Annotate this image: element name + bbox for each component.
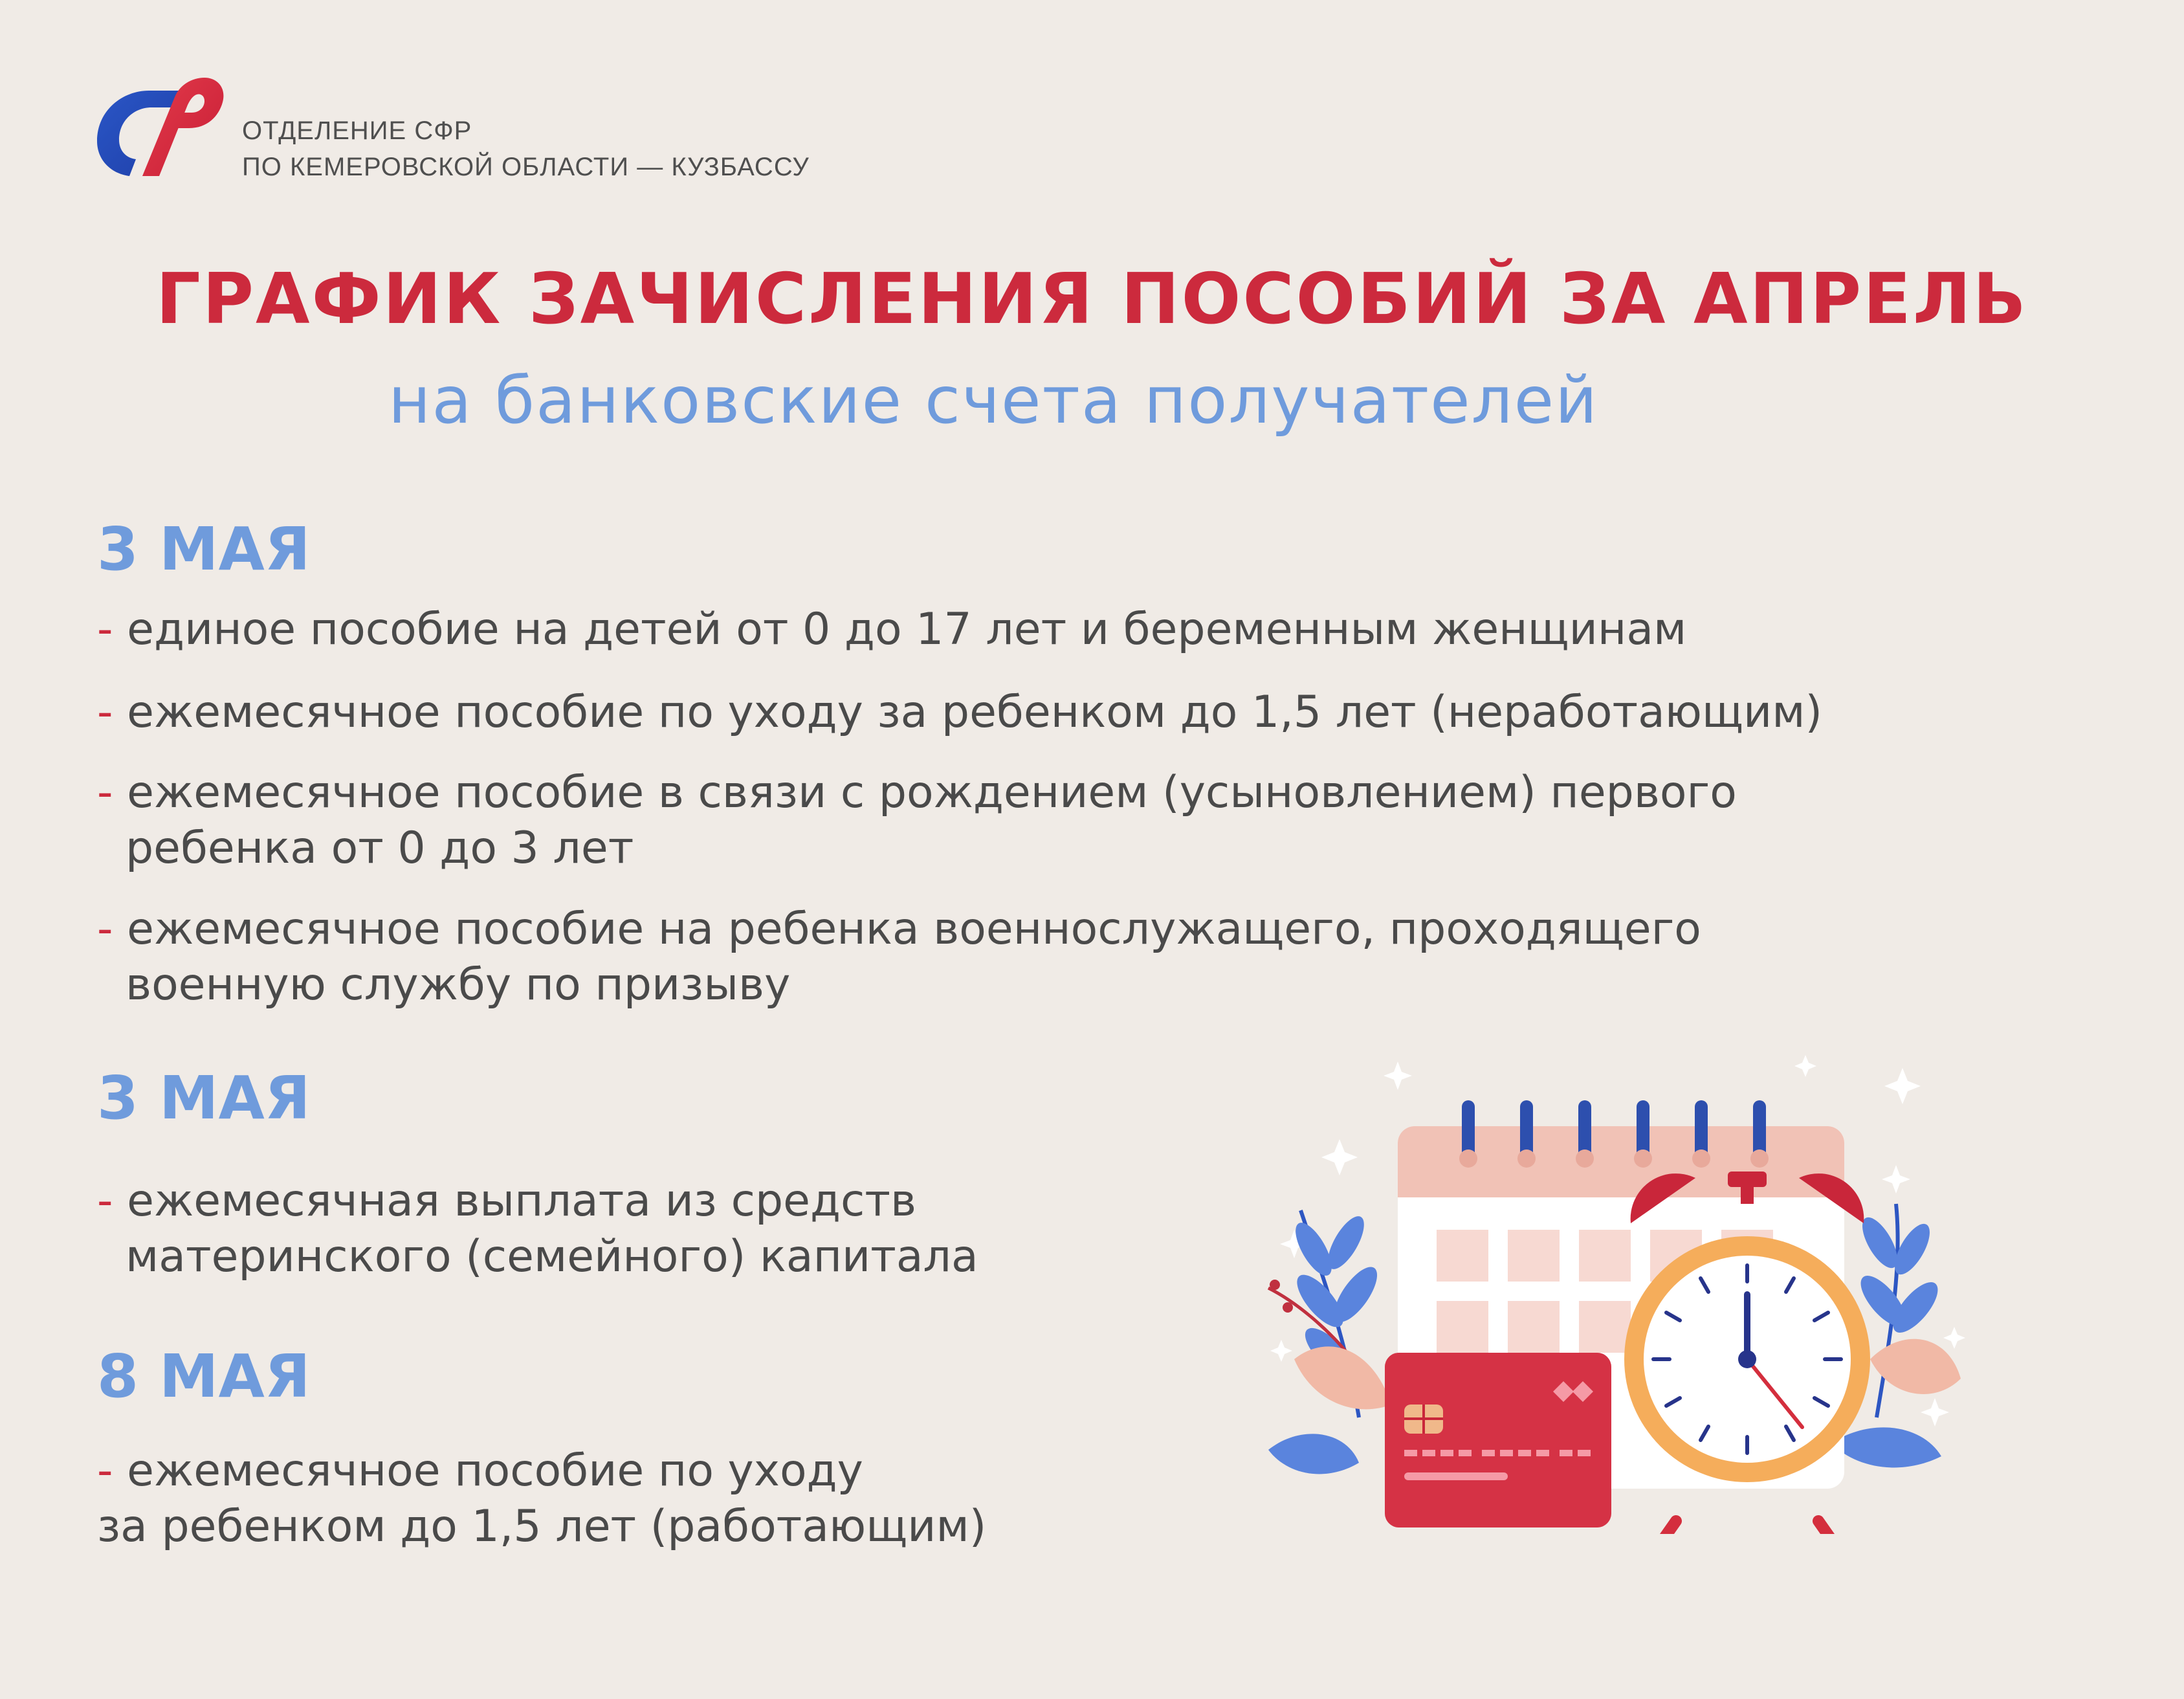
calendar-clock-illustration — [1249, 1055, 1980, 1534]
bullet-dash: - — [97, 1445, 113, 1496]
item-text-line1: ежемесячная выплата из средств — [127, 1175, 917, 1227]
sfr-logo-icon — [84, 65, 226, 188]
page-subtitle: на банковские счета получателей — [388, 362, 1599, 438]
bullet-dash: - — [97, 687, 113, 738]
item-text-line2: ребенка от 0 до 3 лет — [126, 823, 634, 874]
list-item — [97, 902, 1701, 1013]
item-text: ежемесячное пособие по уходу за ребенком до 1,5 лет (неработающим) — [127, 687, 1823, 738]
list-item — [97, 765, 1737, 876]
section-date: 3 МАЯ — [97, 1063, 311, 1133]
item-text-line2: за ребенком до 1,5 лет (работающим) — [97, 1501, 987, 1552]
item-text-line2: материнского (семейного) капитала — [126, 1231, 978, 1282]
section-date: 8 МАЯ — [97, 1342, 311, 1411]
page-title: ГРАФИК ЗАЧИСЛЕНИЯ ПОСОБИЙ ЗА АПРЕЛЬ — [156, 259, 2028, 340]
list-item — [97, 1173, 978, 1285]
bullet-dash: - — [97, 1175, 113, 1227]
item-text-line1: ежемесячное пособие по уходу — [127, 1445, 863, 1496]
bullet-dash: - — [97, 904, 113, 955]
bank-card-icon — [1385, 1353, 1611, 1527]
list-item — [97, 602, 1686, 658]
header-logo — [84, 65, 810, 188]
item-text: единое пособие на детей от 0 до 17 лет и беременным женщинам — [127, 604, 1687, 655]
list-item — [97, 685, 1822, 740]
bullet-dash: - — [97, 767, 113, 818]
item-text-line1: ежемесячное пособие на ребенка военнослужащего, проходящего — [127, 904, 1701, 955]
leaves-left-icon — [1268, 1210, 1391, 1474]
item-text-line2: военную службу по призыву — [126, 959, 791, 1010]
org-name-line2: ПО КЕМЕРОВСКОЙ ОБЛАСТИ — КУЗБАССУ — [242, 153, 810, 181]
section-date: 3 МАЯ — [97, 515, 311, 584]
bullet-dash: - — [97, 604, 113, 655]
org-name-line1: ОТДЕЛЕНИЕ СФР — [242, 117, 472, 145]
list-item — [97, 1443, 986, 1555]
org-name — [242, 113, 810, 185]
item-text-line1: ежемесячное пособие в связи с рождением (усыновлением) первого — [127, 767, 1737, 818]
